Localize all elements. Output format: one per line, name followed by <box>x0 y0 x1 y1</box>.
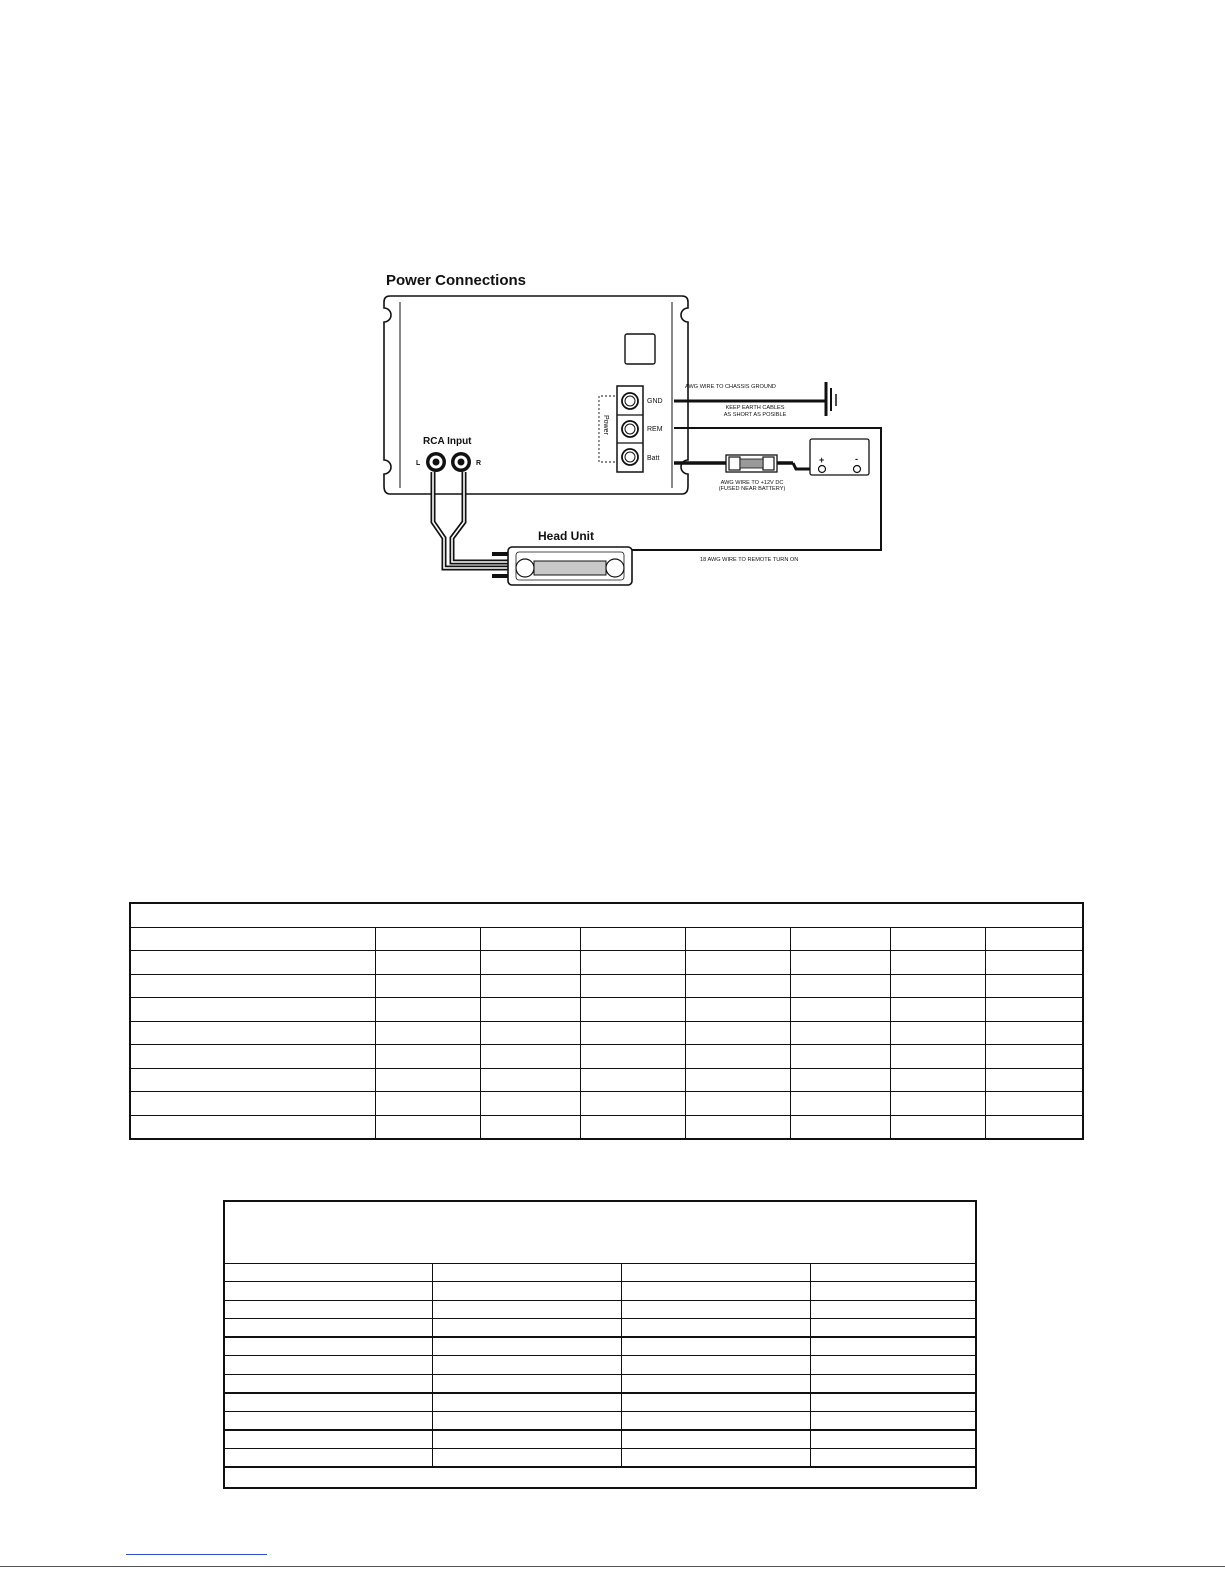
table-row <box>130 1021 1083 1045</box>
power-bracket-label: Power <box>602 415 609 435</box>
earth-cable-note-1: KEEP EARTH CABLES <box>725 405 785 411</box>
battery-minus-sign: - <box>855 454 858 464</box>
head-unit-left-knob <box>516 559 534 577</box>
rca-left-label: L <box>416 460 421 467</box>
head-unit-title: Head Unit <box>538 529 595 543</box>
rca-right-label: R <box>476 460 482 467</box>
power-connections-diagram <box>360 262 900 602</box>
table-row <box>224 1319 976 1338</box>
table-row <box>130 1045 1083 1069</box>
table-footer-row <box>224 1467 976 1488</box>
remote-wire-note: 18 AWG WIRE TO REMOTE TURN ON <box>700 557 799 563</box>
table-title-row <box>224 1201 976 1263</box>
table-row <box>130 998 1083 1022</box>
table-row <box>130 951 1083 975</box>
table-row <box>224 1393 976 1412</box>
table-row <box>224 1374 976 1393</box>
head-unit-display <box>534 561 606 575</box>
rca-input-title: RCA Input <box>423 436 472 447</box>
terminal-block <box>617 386 643 472</box>
battery-wire-note-2: (FUSED NEAR BATTERY) <box>718 486 786 492</box>
battery-plus-sign: + <box>819 455 825 465</box>
table-row <box>224 1300 976 1319</box>
table-row <box>224 1356 976 1375</box>
table-row <box>130 1068 1083 1092</box>
specification-table <box>129 902 1084 1140</box>
troubleshooting-table <box>223 1200 977 1489</box>
indicator-square <box>625 334 655 364</box>
ground-wire-note: AWG WIRE TO CHASSIS GROUND <box>685 384 776 390</box>
rca-cable-right <box>452 472 510 562</box>
rem-label: REM <box>647 426 663 433</box>
earth-cable-note-2: AS SHORT AS POSIBLE <box>723 412 787 418</box>
table-row <box>224 1448 976 1467</box>
table-row <box>224 1263 976 1282</box>
diagram-title: Power Connections <box>386 272 527 289</box>
gnd-label: GND <box>647 398 663 405</box>
table-title-row <box>130 903 1083 927</box>
table-row <box>224 1337 976 1356</box>
battery-positive-terminal <box>819 466 826 473</box>
table-row <box>130 1115 1083 1139</box>
table-row <box>224 1282 976 1301</box>
battery-wire-note-1: AWG WIRE TO +12V DC <box>720 480 784 486</box>
table-row <box>224 1430 976 1449</box>
table-row <box>130 974 1083 998</box>
batt-label: Batt <box>647 455 660 462</box>
head-unit-right-knob <box>606 559 624 577</box>
footer-rule <box>0 1566 1225 1567</box>
table-row <box>130 927 1083 951</box>
table-row <box>224 1411 976 1430</box>
table-row <box>130 1092 1083 1116</box>
battery-negative-terminal <box>854 466 861 473</box>
footer-link-underline[interactable] <box>126 1554 267 1555</box>
